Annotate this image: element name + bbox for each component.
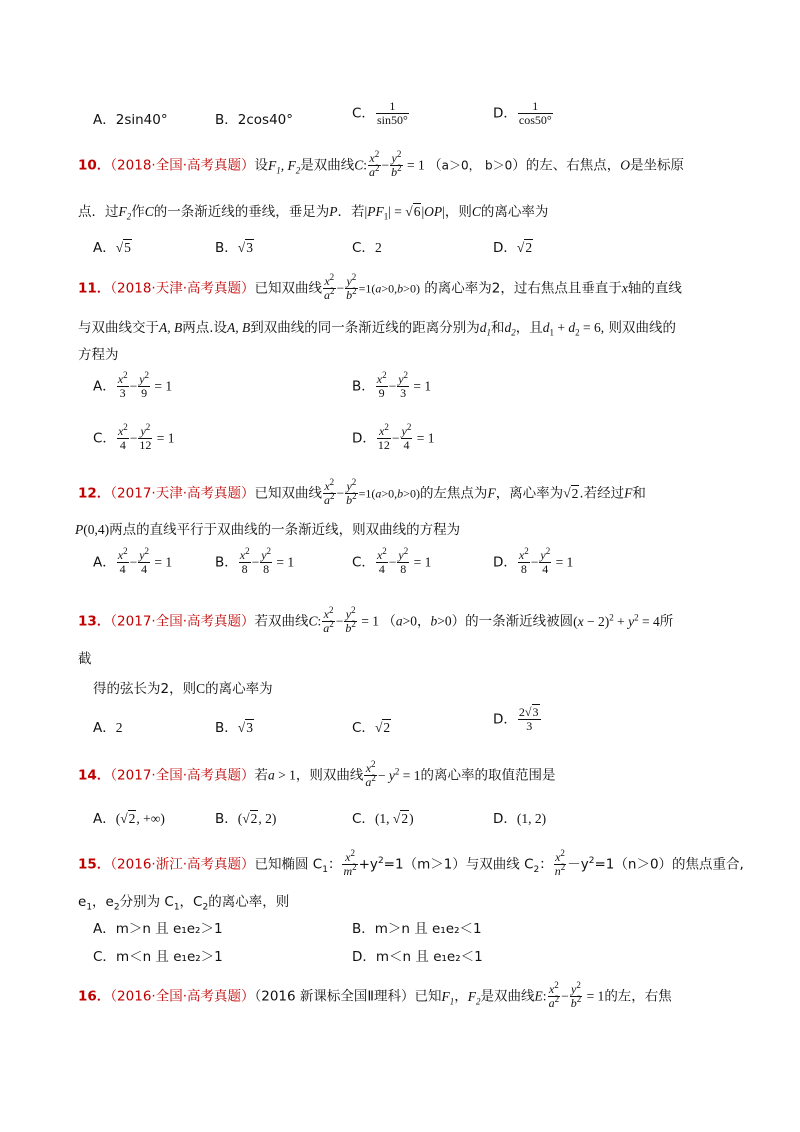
- q13-option-d[interactable]: D． $\frac{2√3}{3}$: [493, 705, 539, 733]
- option-text: 2cos40°: [237, 112, 293, 128]
- question-number: 15．: [78, 856, 111, 873]
- q11-line2: 与双曲线交于A, B两点.设A, B到双曲线的同一条渐近线的距离分别为$d_1$和$d_2$，且$d_1 + d_2 = 6$, 则双曲线的: [78, 320, 676, 338]
- q13-option-c[interactable]: C．√2: [352, 720, 391, 736]
- q15-option-b[interactable]: B．m＞n 且 e₁e₂＜1: [352, 921, 482, 937]
- option-text: 2sin40°: [115, 112, 168, 128]
- q13-line2: 截: [78, 651, 92, 667]
- q10-option-d[interactable]: D．√2: [493, 240, 533, 256]
- q11-option-d[interactable]: D． $\frac{x^2}{12}$ − $\frac{y^2}{4}$ = 1: [352, 422, 435, 452]
- question-number: 14．: [78, 767, 111, 784]
- question-number: 16．: [78, 988, 111, 1005]
- q12-option-d[interactable]: D． $\frac{x^2}{8}$ − $\frac{y^2}{4}$ = 1: [493, 546, 574, 576]
- q14-line1: 14．（2017·全国·高考真题）若a > 1，则双曲线 $\frac{x^2}{a^2}$ − $y^2 = 1$的离心率的取值范围是: [78, 759, 556, 789]
- question-source: （2017·全国·高考真题）: [110, 767, 255, 784]
- q12-line1: 12．（2017·天津·高考真题）已知双曲线 $\frac{x^2}{a^2}$ − $\frac{y^2}{b^2}$ =1(a>0,b>0)的左焦点为F，离心率为√2.若经过F和: [78, 477, 646, 507]
- q12-option-b[interactable]: B． $\frac{x^2}{8}$ − $\frac{y^2}{8}$ = 1: [215, 546, 295, 576]
- q11-option-a[interactable]: A． $\frac{x^2}{3}$ − $\frac{y^2}{9}$ = 1: [93, 370, 173, 400]
- q10-option-c[interactable]: C．2: [352, 240, 382, 256]
- q9-option-c[interactable]: [352, 100, 410, 127]
- option-letter: B．: [215, 112, 238, 128]
- math-hyperbola: C: [354, 157, 364, 173]
- option-letter: D．: [493, 105, 517, 122]
- question-source: （2016·浙江·高考真题）: [110, 856, 255, 873]
- q11-option-c[interactable]: C． $\frac{x^2}{4}$ − $\frac{y^2}{12}$ = 1: [93, 422, 175, 452]
- q11-option-b[interactable]: B． $\frac{x^2}{9}$ − $\frac{y^2}{3}$ = 1: [352, 370, 432, 400]
- q14-option-d[interactable]: D．(1, 2): [493, 811, 547, 827]
- question-source: （2017·天津·高考真题）: [110, 485, 255, 502]
- q11-line1: 11．（2018·天津·高考真题）已知双曲线 $\frac{x^2}{a^2}$ − $\frac{y^2}{b^2}$ =1(a>0,b>0) 的离心率为2，过右焦点且垂直于x轴的直线: [78, 272, 682, 302]
- q12-line2: P(0,4)两点的直线平行于双曲线的一条渐近线，则双曲线的方程为: [75, 522, 461, 538]
- q15-option-d[interactable]: D．m＜n 且 e₁e₂＜1: [352, 949, 483, 965]
- question-source: （2016·全国·高考真题）: [110, 988, 255, 1005]
- option-fraction: $\frac{1}{\sin 50^\circ}$: [376, 99, 408, 127]
- math-f1f2: $F_1$, $F_2$: [268, 157, 301, 176]
- q10-line1: 10．（2018·全国·高考真题）设$F_1$, $F_2$是双曲线C: $\frac{x^2}{a^2}$ − $\frac{y^2}{b^2}$ = 1 （a＞0， b＞0）的左、右焦点，O是坐标原: [78, 149, 684, 179]
- q13-line3: 得的弦长为2，则C的离心率为: [93, 681, 273, 697]
- question-source: （2017·全国·高考真题）: [110, 613, 255, 630]
- option-letter: A．: [93, 112, 116, 128]
- q9-option-a[interactable]: [93, 108, 168, 128]
- q16-line1: 16．（2016·全国·高考真题）（2016 新课标全国Ⅱ理科）已知$F_1$，$F_2$是双曲线E: $\frac{x^2}{a^2}$ − $\frac{y^2}{b^2}$ = 1的左，右焦: [78, 980, 672, 1010]
- q9-option-d[interactable]: [493, 100, 554, 127]
- q10-line2: 点．过$F_2$作C的一条渐近线的垂线，垂足为P．若$|PF_1| = √6|OP|$，则C的离心率为: [78, 204, 549, 222]
- q10-option-a[interactable]: A．√5: [93, 240, 131, 256]
- question-number: 13．: [78, 613, 111, 630]
- q13-option-b[interactable]: B．√3: [215, 720, 253, 736]
- q13-line1: 13．（2017·全国·高考真题）若双曲线C: $\frac{x^2}{a^2}$ − $\frac{y^2}{b^2}$ = 1 （a>0，b>0）的一条渐近线被圆$(x - 2)^2 + y^2 = 4$所: [78, 605, 674, 635]
- q11-line3: 方程为: [78, 347, 119, 363]
- option-fraction: $\frac{1}{\cos 50^\circ}$: [518, 99, 552, 127]
- q15-option-a[interactable]: A．m＞n 且 e₁e₂＞1: [93, 921, 223, 937]
- question-source: （2018·天津·高考真题）: [110, 280, 255, 297]
- q12-option-a[interactable]: A． $\frac{x^2}{4}$ − $\frac{y^2}{4}$ = 1: [93, 546, 173, 576]
- q14-option-c[interactable]: C．(1, √2): [352, 811, 414, 827]
- q12-option-c[interactable]: C． $\frac{x^2}{4}$ − $\frac{y^2}{8}$ = 1: [352, 546, 432, 576]
- question-number: 11．: [78, 280, 111, 297]
- q15-option-c[interactable]: C．m＜n 且 e₁e₂＞1: [93, 949, 223, 965]
- option-letter: C．: [352, 105, 375, 122]
- q15-line1: 15．（2016·浙江·高考真题）已知椭圆 $C_1$： $\frac{x^2}{m^2}$ $+y^2=1(m>1)$与双曲线 $C_2$： $\frac{x^2}{n^2}$ $-y^2=1(n>0)$的焦点重合,: [78, 848, 744, 878]
- q10-option-b[interactable]: B．√3: [215, 240, 253, 256]
- question-number: 12．: [78, 485, 111, 502]
- q14-option-b[interactable]: B．(√2, 2): [215, 811, 277, 827]
- q15-line2: $e_1$，$e_2$分别为 $C_1$，$C_2$的离心率，则: [78, 894, 290, 913]
- q13-option-a[interactable]: A．2: [93, 720, 123, 736]
- math-condition: $|PF_1| = √6|OP|$: [364, 204, 445, 222]
- q14-option-a[interactable]: A．(√2, +∞): [93, 811, 165, 827]
- question-number: 10．: [78, 157, 111, 174]
- question-source: （2018·全国·高考真题）: [110, 157, 255, 174]
- q9-option-b[interactable]: [215, 108, 293, 128]
